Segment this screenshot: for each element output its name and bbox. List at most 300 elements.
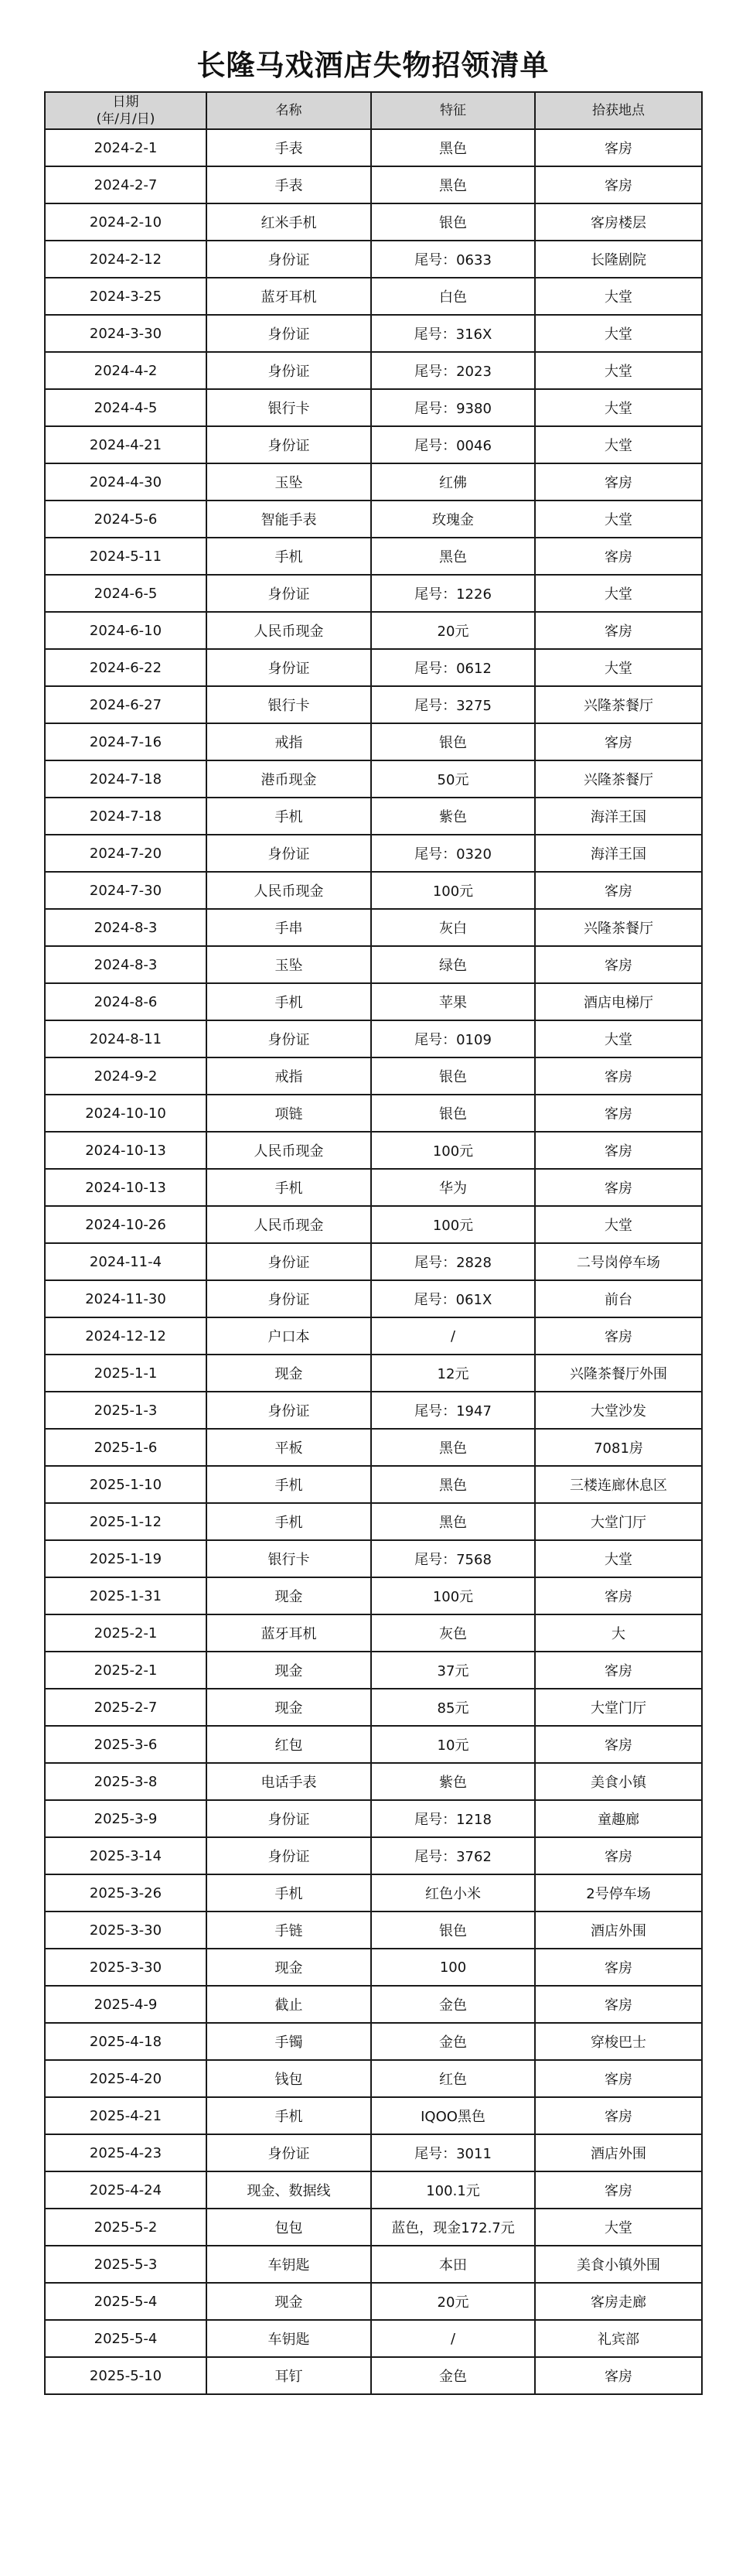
cell-date: 2024-10-13 [45, 1132, 206, 1169]
table-row [45, 1689, 702, 1726]
cell-item-name: 蓝牙耳机 [206, 1614, 371, 1652]
cell-feature: 白色 [371, 278, 535, 315]
table-row [45, 1726, 702, 1763]
cell-item-name: 手串 [206, 909, 371, 946]
cell-date: 2025-5-2 [45, 2209, 206, 2246]
cell-item-name: 戒指 [206, 723, 371, 760]
cell-item-name: 港币现金 [206, 760, 371, 798]
header-date-label: 日期 [112, 94, 139, 110]
header-feature: 特征 [371, 92, 535, 129]
table-row [45, 1577, 702, 1614]
cell-location: 客房 [535, 463, 702, 501]
header-name: 名称 [206, 92, 371, 129]
cell-location: 客房走廊 [535, 2283, 702, 2320]
cell-location: 客房 [535, 1169, 702, 1206]
cell-location: 大堂 [535, 649, 702, 686]
cell-item-name: 身份证 [206, 835, 371, 872]
cell-feature: 金色 [371, 2023, 535, 2060]
table-row [45, 1614, 702, 1652]
cell-location: 客房 [535, 1577, 702, 1614]
cell-feature: 尾号：7568 [371, 1540, 535, 1577]
cell-date: 2025-1-1 [45, 1355, 206, 1392]
cell-date: 2025-5-3 [45, 2246, 206, 2283]
cell-item-name: 身份证 [206, 426, 371, 463]
cell-date: 2025-1-10 [45, 1466, 206, 1503]
cell-item-name: 手表 [206, 166, 371, 203]
cell-feature: 尾号：0109 [371, 1020, 535, 1057]
table-row [45, 2171, 702, 2209]
cell-location: 大堂 [535, 426, 702, 463]
table-row [45, 2209, 702, 2246]
cell-feature: 尾号：0320 [371, 835, 535, 872]
cell-date: 2024-2-7 [45, 166, 206, 203]
cell-item-name: 身份证 [206, 1020, 371, 1057]
cell-item-name: 现金 [206, 1355, 371, 1392]
table-row [45, 1206, 702, 1243]
cell-date: 2024-3-30 [45, 315, 206, 352]
table-row [45, 1540, 702, 1577]
table-row [45, 463, 702, 501]
cell-item-name: 身份证 [206, 649, 371, 686]
cell-date: 2024-7-18 [45, 760, 206, 798]
table-row [45, 278, 702, 315]
cell-date: 2025-4-24 [45, 2171, 206, 2209]
cell-item-name: 耳钉 [206, 2357, 371, 2394]
cell-item-name: 身份证 [206, 315, 371, 352]
cell-location: 兴隆茶餐厅外围 [535, 1355, 702, 1392]
cell-date: 2025-3-6 [45, 1726, 206, 1763]
cell-feature: 尾号：316X [371, 315, 535, 352]
table-row [45, 1912, 702, 1949]
cell-date: 2025-3-30 [45, 1912, 206, 1949]
cell-feature: 紫色 [371, 1763, 535, 1800]
cell-location: 大堂 [535, 389, 702, 426]
cell-item-name: 身份证 [206, 1243, 371, 1280]
cell-feature: 100 [371, 1949, 535, 1986]
cell-item-name: 现金、数据线 [206, 2171, 371, 2209]
table-row [45, 1800, 702, 1837]
cell-feature: 苹果 [371, 983, 535, 1020]
cell-item-name: 身份证 [206, 352, 371, 389]
header-date [45, 92, 206, 129]
cell-location: 大堂 [535, 1206, 702, 1243]
cell-feature: 红色小米 [371, 1874, 535, 1912]
cell-item-name: 手机 [206, 2097, 371, 2134]
table-row [45, 1986, 702, 2023]
table-row [45, 1169, 702, 1206]
cell-date: 2024-8-3 [45, 909, 206, 946]
cell-item-name: 项链 [206, 1095, 371, 1132]
cell-date: 2025-1-31 [45, 1577, 206, 1614]
table-row [45, 2246, 702, 2283]
cell-date: 2024-6-10 [45, 612, 206, 649]
cell-item-name: 智能手表 [206, 501, 371, 538]
cell-date: 2025-4-23 [45, 2134, 206, 2171]
table-row [45, 352, 702, 389]
cell-item-name: 身份证 [206, 1392, 371, 1429]
cell-location: 前台 [535, 1280, 702, 1317]
cell-date: 2025-2-1 [45, 1652, 206, 1689]
cell-date: 2024-6-27 [45, 686, 206, 723]
cell-item-name: 玉坠 [206, 946, 371, 983]
cell-date: 2025-3-14 [45, 1837, 206, 1874]
cell-feature: / [371, 1317, 535, 1355]
cell-item-name: 手机 [206, 1169, 371, 1206]
table-row [45, 983, 702, 1020]
cell-feature: 尾号：0633 [371, 241, 535, 278]
cell-date: 2025-1-6 [45, 1429, 206, 1466]
table-row [45, 2357, 702, 2394]
cell-feature: 12元 [371, 1355, 535, 1392]
cell-location: 二号岗停车场 [535, 1243, 702, 1280]
table-row [45, 835, 702, 872]
cell-date: 2024-2-12 [45, 241, 206, 278]
cell-date: 2024-4-21 [45, 426, 206, 463]
cell-feature: 100元 [371, 1132, 535, 1169]
cell-date: 2025-5-4 [45, 2283, 206, 2320]
cell-feature: 尾号：3275 [371, 686, 535, 723]
table-row [45, 575, 702, 612]
cell-date: 2024-9-2 [45, 1057, 206, 1095]
cell-item-name: 人民币现金 [206, 612, 371, 649]
cell-location: 酒店电梯厅 [535, 983, 702, 1020]
cell-item-name: 手机 [206, 1503, 371, 1540]
cell-feature: 100元 [371, 1577, 535, 1614]
table-row [45, 1057, 702, 1095]
cell-location: 大堂 [535, 315, 702, 352]
table-row [45, 1949, 702, 1986]
cell-feature: 银色 [371, 1057, 535, 1095]
lost-and-found-table [44, 91, 703, 2395]
cell-location: 客房 [535, 612, 702, 649]
cell-item-name: 银行卡 [206, 1540, 371, 1577]
cell-location: 大堂 [535, 575, 702, 612]
cell-feature: 尾号：0612 [371, 649, 535, 686]
cell-location: 大堂 [535, 1020, 702, 1057]
table-row [45, 1392, 702, 1429]
cell-date: 2024-10-10 [45, 1095, 206, 1132]
table-row [45, 2134, 702, 2171]
cell-location: 美食小镇 [535, 1763, 702, 1800]
cell-date: 2024-11-4 [45, 1243, 206, 1280]
cell-item-name: 银行卡 [206, 686, 371, 723]
table-row [45, 2023, 702, 2060]
cell-date: 2024-4-30 [45, 463, 206, 501]
cell-location: 兴隆茶餐厅 [535, 909, 702, 946]
cell-feature: 银色 [371, 1095, 535, 1132]
cell-date: 2025-3-9 [45, 1800, 206, 1837]
cell-date: 2024-7-16 [45, 723, 206, 760]
cell-date: 2024-11-30 [45, 1280, 206, 1317]
cell-feature: 灰色 [371, 1614, 535, 1652]
table-row [45, 1280, 702, 1317]
cell-location: 7081房 [535, 1429, 702, 1466]
cell-item-name: 手机 [206, 1874, 371, 1912]
table-row [45, 612, 702, 649]
cell-location: 客房 [535, 1652, 702, 1689]
cell-feature: 尾号：2828 [371, 1243, 535, 1280]
cell-date: 2025-4-18 [45, 2023, 206, 2060]
cell-date: 2024-4-5 [45, 389, 206, 426]
cell-date: 2025-4-9 [45, 1986, 206, 2023]
table-row [45, 538, 702, 575]
cell-date: 2024-10-13 [45, 1169, 206, 1206]
cell-location: 童趣廊 [535, 1800, 702, 1837]
table-row [45, 2097, 702, 2134]
cell-feature: 50元 [371, 760, 535, 798]
cell-date: 2025-2-1 [45, 1614, 206, 1652]
cell-location: 客房 [535, 1132, 702, 1169]
cell-location: 美食小镇外围 [535, 2246, 702, 2283]
cell-location: 客房 [535, 538, 702, 575]
table-row [45, 203, 702, 241]
cell-feature: 灰白 [371, 909, 535, 946]
cell-location: 客房 [535, 1726, 702, 1763]
cell-feature: 尾号：1226 [371, 575, 535, 612]
cell-feature: 红色 [371, 2060, 535, 2097]
cell-feature: 尾号：3011 [371, 2134, 535, 2171]
cell-date: 2025-1-19 [45, 1540, 206, 1577]
cell-item-name: 身份证 [206, 241, 371, 278]
table-row [45, 2283, 702, 2320]
table-row [45, 1466, 702, 1503]
table-row [45, 946, 702, 983]
table-row [45, 872, 702, 909]
cell-location: 客房 [535, 1095, 702, 1132]
cell-item-name: 手链 [206, 1912, 371, 1949]
cell-feature: 黑色 [371, 129, 535, 166]
cell-location: 海洋王国 [535, 835, 702, 872]
cell-date: 2025-3-26 [45, 1874, 206, 1912]
cell-date: 2025-2-7 [45, 1689, 206, 1726]
cell-feature: 20元 [371, 612, 535, 649]
cell-item-name: 手机 [206, 983, 371, 1020]
table-header [45, 92, 702, 129]
cell-location: 大堂 [535, 352, 702, 389]
cell-date: 2024-5-6 [45, 501, 206, 538]
cell-item-name: 车钥匙 [206, 2320, 371, 2357]
cell-date: 2024-7-20 [45, 835, 206, 872]
cell-item-name: 人民币现金 [206, 1206, 371, 1243]
cell-location: 大堂门厅 [535, 1689, 702, 1726]
cell-feature: 银色 [371, 203, 535, 241]
table-row [45, 1503, 702, 1540]
cell-feature: 蓝色，现金172.7元 [371, 2209, 535, 2246]
cell-date: 2025-1-3 [45, 1392, 206, 1429]
cell-location: 大堂门厅 [535, 1503, 702, 1540]
cell-feature: 黑色 [371, 1503, 535, 1540]
cell-location: 大 [535, 1614, 702, 1652]
cell-item-name: 现金 [206, 2283, 371, 2320]
table-row [45, 241, 702, 278]
cell-item-name: 蓝牙耳机 [206, 278, 371, 315]
cell-item-name: 手表 [206, 129, 371, 166]
cell-location: 客房 [535, 1837, 702, 1874]
cell-date: 2024-6-5 [45, 575, 206, 612]
cell-item-name: 玉坠 [206, 463, 371, 501]
cell-date: 2024-8-6 [45, 983, 206, 1020]
cell-feature: 尾号：0046 [371, 426, 535, 463]
cell-feature: 红佛 [371, 463, 535, 501]
cell-location: 客房 [535, 2097, 702, 2134]
cell-date: 2024-10-26 [45, 1206, 206, 1243]
table-row [45, 1874, 702, 1912]
cell-location: 客房 [535, 946, 702, 983]
cell-feature: 尾号：1218 [371, 1800, 535, 1837]
cell-date: 2025-4-21 [45, 2097, 206, 2134]
cell-location: 长隆剧院 [535, 241, 702, 278]
table-row [45, 1243, 702, 1280]
cell-location: 兴隆茶餐厅 [535, 760, 702, 798]
table-row [45, 649, 702, 686]
cell-location: 客房 [535, 723, 702, 760]
table-row [45, 1837, 702, 1874]
cell-item-name: 平板 [206, 1429, 371, 1466]
cell-date: 2024-6-22 [45, 649, 206, 686]
table-row [45, 166, 702, 203]
table-row [45, 1355, 702, 1392]
table-row [45, 1020, 702, 1057]
cell-date: 2025-3-8 [45, 1763, 206, 1800]
cell-feature: IQOO黑色 [371, 2097, 535, 2134]
cell-date: 2024-2-10 [45, 203, 206, 241]
cell-item-name: 戒指 [206, 1057, 371, 1095]
cell-item-name: 现金 [206, 1652, 371, 1689]
cell-location: 客房 [535, 1949, 702, 1986]
cell-item-name: 截止 [206, 1986, 371, 2023]
cell-date: 2025-4-20 [45, 2060, 206, 2097]
cell-feature: 黑色 [371, 166, 535, 203]
cell-item-name: 手镯 [206, 2023, 371, 2060]
table-row [45, 2320, 702, 2357]
cell-feature: 黑色 [371, 1466, 535, 1503]
cell-feature: 本田 [371, 2246, 535, 2283]
cell-item-name: 银行卡 [206, 389, 371, 426]
cell-location: 客房 [535, 2357, 702, 2394]
cell-item-name: 现金 [206, 1577, 371, 1614]
cell-location: 客房 [535, 872, 702, 909]
table-row [45, 501, 702, 538]
cell-location: 大堂 [535, 2209, 702, 2246]
table-row [45, 909, 702, 946]
cell-feature: 华为 [371, 1169, 535, 1206]
cell-item-name: 人民币现金 [206, 872, 371, 909]
cell-location: 海洋王国 [535, 798, 702, 835]
cell-location: 客房 [535, 2060, 702, 2097]
cell-item-name: 现金 [206, 1949, 371, 1986]
cell-date: 2024-7-30 [45, 872, 206, 909]
cell-feature: 10元 [371, 1726, 535, 1763]
cell-feature: 紫色 [371, 798, 535, 835]
cell-location: 酒店外围 [535, 1912, 702, 1949]
cell-date: 2024-4-2 [45, 352, 206, 389]
cell-feature: 金色 [371, 1986, 535, 2023]
table-row [45, 723, 702, 760]
cell-item-name: 红米手机 [206, 203, 371, 241]
table-body [45, 129, 702, 2394]
cell-item-name: 现金 [206, 1689, 371, 1726]
cell-feature: 金色 [371, 2357, 535, 2394]
cell-feature: 尾号：9380 [371, 389, 535, 426]
cell-item-name: 手机 [206, 798, 371, 835]
cell-location: 客房 [535, 1986, 702, 2023]
cell-location: 大堂沙发 [535, 1392, 702, 1429]
cell-feature: 100元 [371, 872, 535, 909]
cell-feature: 银色 [371, 723, 535, 760]
cell-item-name: 身份证 [206, 575, 371, 612]
header-row [45, 92, 702, 129]
cell-item-name: 手机 [206, 538, 371, 575]
cell-date: 2025-3-30 [45, 1949, 206, 1986]
table-row [45, 798, 702, 835]
cell-location: 客房 [535, 2171, 702, 2209]
cell-date: 2024-5-11 [45, 538, 206, 575]
cell-location: 客房楼层 [535, 203, 702, 241]
cell-date: 2024-8-3 [45, 946, 206, 983]
cell-item-name: 身份证 [206, 1280, 371, 1317]
table-row [45, 1317, 702, 1355]
table-row [45, 426, 702, 463]
cell-location: 客房 [535, 129, 702, 166]
cell-location: 客房 [535, 166, 702, 203]
table-row [45, 1763, 702, 1800]
cell-location: 兴隆茶餐厅 [535, 686, 702, 723]
cell-feature: 银色 [371, 1912, 535, 1949]
cell-item-name: 身份证 [206, 1837, 371, 1874]
cell-date: 2024-3-25 [45, 278, 206, 315]
cell-feature: 玫瑰金 [371, 501, 535, 538]
cell-item-name: 户口本 [206, 1317, 371, 1355]
cell-date: 2024-7-18 [45, 798, 206, 835]
cell-feature: 尾号：3762 [371, 1837, 535, 1874]
cell-date: 2025-5-4 [45, 2320, 206, 2357]
table-row [45, 1132, 702, 1169]
cell-date: 2025-5-10 [45, 2357, 206, 2394]
table-row [45, 1429, 702, 1466]
table-row [45, 2060, 702, 2097]
cell-date: 2024-2-1 [45, 129, 206, 166]
cell-location: 客房 [535, 1317, 702, 1355]
cell-feature: 20元 [371, 2283, 535, 2320]
table-row [45, 315, 702, 352]
header-date-format: (年/月/日) [96, 111, 155, 127]
cell-feature: 37元 [371, 1652, 535, 1689]
table-row [45, 686, 702, 723]
table-row [45, 389, 702, 426]
header-location: 拾获地点 [535, 92, 702, 129]
cell-item-name: 手机 [206, 1466, 371, 1503]
cell-feature: 100元 [371, 1206, 535, 1243]
cell-location: 礼宾部 [535, 2320, 702, 2357]
table-row [45, 1095, 702, 1132]
cell-location: 三楼连廊休息区 [535, 1466, 702, 1503]
cell-feature: 尾号：1947 [371, 1392, 535, 1429]
cell-date: 2025-1-12 [45, 1503, 206, 1540]
cell-item-name: 电话手表 [206, 1763, 371, 1800]
page-title: 长隆马戏酒店失物招领清单 [196, 49, 550, 82]
cell-location: 大堂 [535, 501, 702, 538]
cell-feature: 尾号：061X [371, 1280, 535, 1317]
cell-item-name: 红包 [206, 1726, 371, 1763]
cell-feature: 黑色 [371, 538, 535, 575]
cell-feature: 85元 [371, 1689, 535, 1726]
cell-item-name: 身份证 [206, 2134, 371, 2171]
cell-item-name: 钱包 [206, 2060, 371, 2097]
cell-item-name: 身份证 [206, 1800, 371, 1837]
cell-location: 大堂 [535, 278, 702, 315]
cell-feature: 黑色 [371, 1429, 535, 1466]
cell-item-name: 车钥匙 [206, 2246, 371, 2283]
